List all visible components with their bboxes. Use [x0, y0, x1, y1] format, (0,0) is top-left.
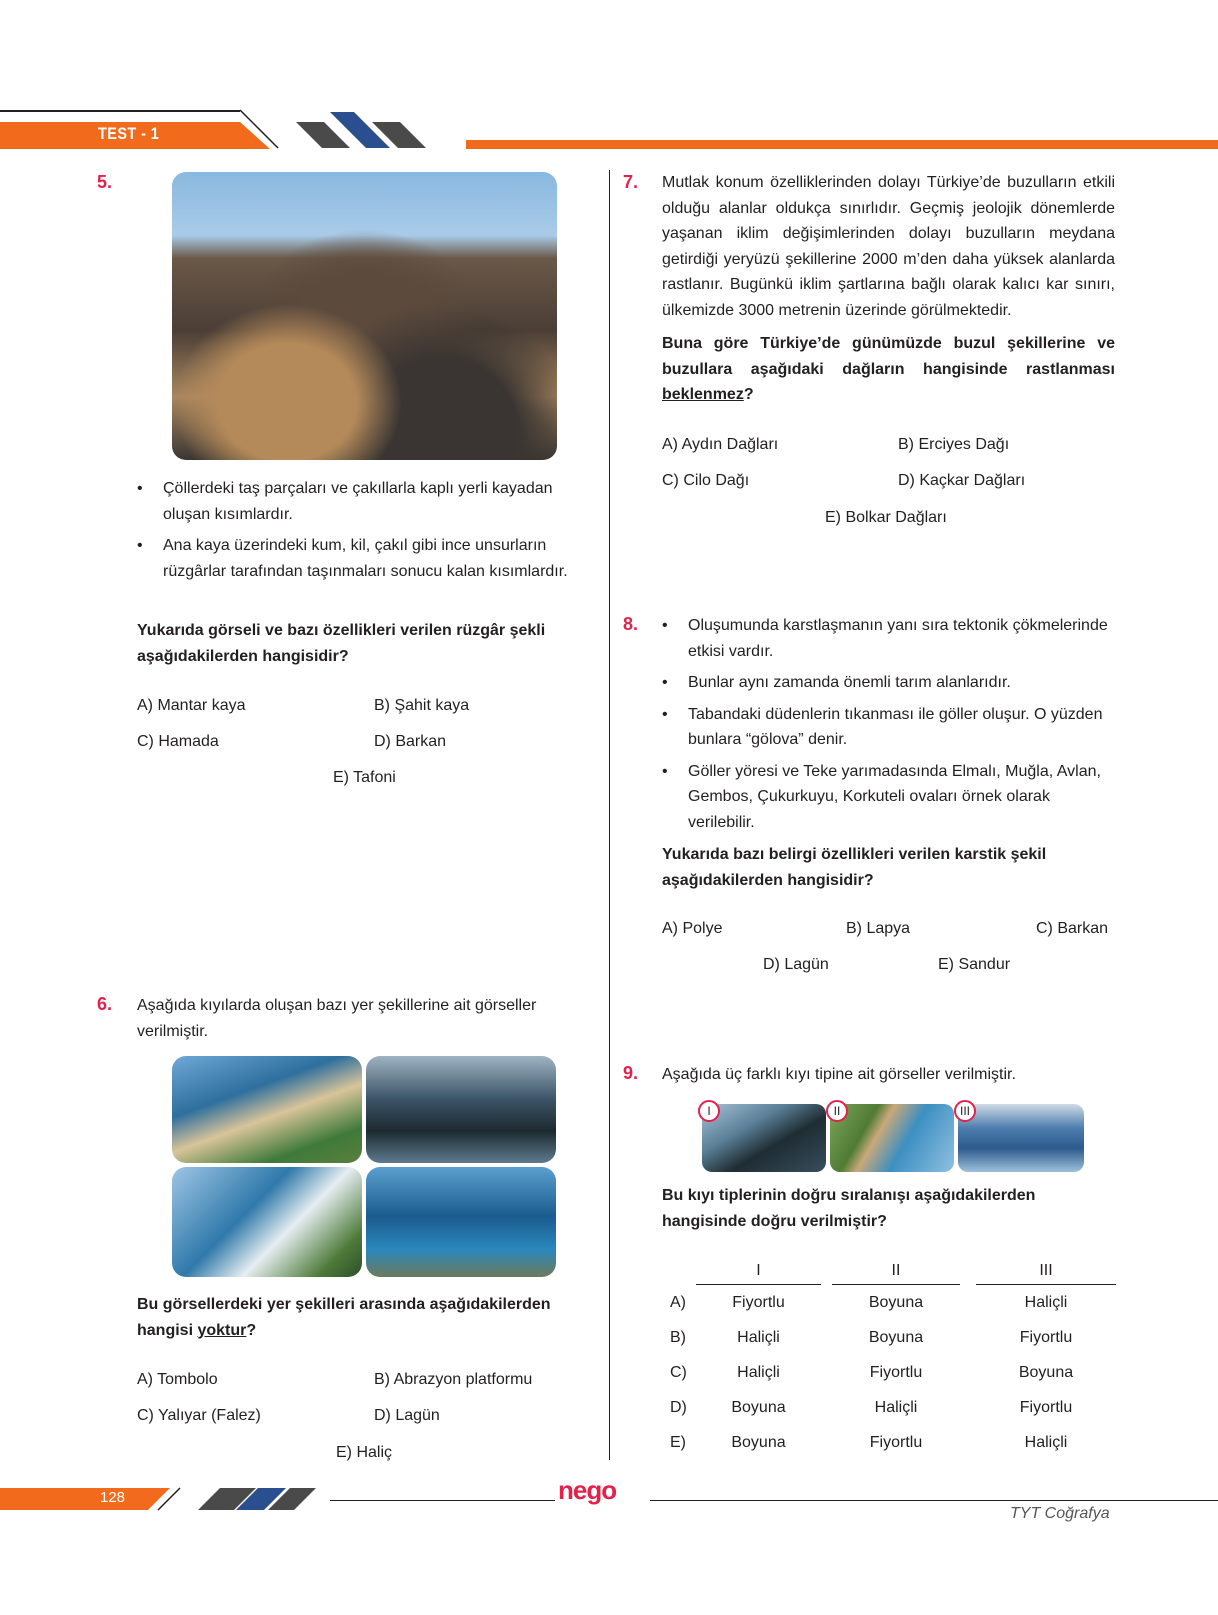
table-row[interactable] — [668, 1399, 1118, 1423]
header-underline — [976, 1284, 1116, 1285]
q7-body: Mutlak konum özelliklerinden dolayı Türkiye’de buzulların etkili olduğu alanlar oldukça sınırlıdır. Geçmiş jeolojik dönemlerde yaşanan iklim değişimlerinden dolayı buzulların meydana getirdiği yeryüzü şekillerine 2000 m’den daha yüksek alanlarda rastlanır. Bugünkü iklim şartlarına bağlı olarak kalıcı kar sınırı, ülkemizde 3000 metrenin üzerinde görülmektedir. — [662, 174, 1115, 319]
table-cell: Boyuna — [731, 1434, 786, 1451]
label-iii-badge: III — [954, 1100, 976, 1122]
option-c[interactable]: C) Yalıyar (Falez) — [137, 1407, 261, 1424]
option-a[interactable]: A) Tombolo — [137, 1371, 218, 1388]
table-cell: Boyuna — [868, 1294, 924, 1311]
publisher-logo: nego — [558, 1475, 617, 1505]
q9-intro: Aşağıda üç farklı kıyı tipine ait görseller verilmiştir. — [662, 1066, 1016, 1083]
bullet-item: • Göller yöresi ve Teke yarımadasında Elmalı, Muğla, Avlan, Gembos, Çukurkuyu, Korkuteli ovaları örnek olarak verilebilir. — [662, 759, 1115, 836]
q8-bullets — [662, 613, 1115, 841]
q7-question: Buna göre Türkiye’de günümüzde buzul şekillerine ve buzullara aşağıdaki dağların hangisinde rastlanması beklenmez? — [662, 335, 1115, 403]
option-d[interactable]: D) Lagün — [763, 956, 829, 973]
q5-bullets — [137, 476, 592, 590]
table-cell: Fiyortlu — [1019, 1399, 1073, 1416]
question-number: 5. — [97, 172, 113, 192]
option-e[interactable]: E) Tafoni — [333, 769, 396, 786]
option-c[interactable]: C) Hamada — [137, 733, 219, 750]
option-e[interactable]: E) Sandur — [938, 956, 1011, 973]
option-b[interactable]: B) Şahit kaya — [374, 697, 470, 714]
option-c[interactable]: C) Barkan — [1036, 920, 1109, 937]
column-divider — [609, 170, 610, 1460]
lagoon-photo — [366, 1167, 556, 1277]
header-underline — [696, 1284, 821, 1285]
page-number: 128 — [100, 1489, 126, 1506]
footer-orange-bar — [0, 1488, 170, 1510]
table-cell: Boyuna — [868, 1329, 924, 1346]
tombolo-photo — [172, 1056, 362, 1163]
row-label: E) — [670, 1434, 686, 1451]
table-row[interactable] — [668, 1294, 1118, 1318]
option-d[interactable]: D) Lagün — [374, 1407, 440, 1424]
table-cell: Haliçli — [874, 1399, 918, 1416]
table-header: II — [891, 1262, 901, 1279]
table-cell: Haliçli — [1024, 1294, 1068, 1311]
q6-intro: Aşağıda kıyılarda oluşan bazı yer şekillerine ait görseller verilmiştir. — [137, 997, 537, 1040]
coast-photo-ii — [830, 1104, 954, 1172]
header-rule — [0, 110, 240, 112]
table-cell: Haliçli — [737, 1364, 780, 1381]
table-cell: Fiyortlu — [732, 1294, 785, 1311]
bullet-item: • Bunlar aynı zamanda önemli tarım alanlarıdır. — [662, 670, 1115, 696]
bullet-item: • Ana kaya üzerindeki kum, kil, çakıl gibi ince unsurların rüzgârlar tarafından taşınmaları sonucu kalan kısımlardır. — [137, 533, 592, 584]
table-cell: Boyuna — [731, 1399, 786, 1416]
table-cell: Haliçli — [1024, 1434, 1068, 1451]
test-title: TEST - 1 — [98, 124, 160, 143]
table-cell: Boyuna — [1018, 1364, 1074, 1381]
question-number: 7. — [623, 172, 639, 192]
question-number: 6. — [97, 994, 113, 1014]
q8-question: Yukarıda bazı belirgi özellikleri verilen karstik şekil aşağıdakilerden hangisidir? — [662, 846, 1047, 889]
question-number: 8. — [623, 614, 639, 634]
option-d[interactable]: D) Kaçkar Dağları — [898, 472, 1026, 489]
question-number: 9. — [623, 1063, 639, 1083]
table-cell: Haliçli — [737, 1329, 780, 1346]
option-e[interactable]: E) Haliç — [336, 1444, 393, 1461]
coast-photo-iii — [958, 1104, 1084, 1172]
option-e[interactable]: E) Bolkar Dağları — [825, 509, 947, 526]
label-ii-badge: II — [826, 1100, 848, 1122]
subject-label: TYT Coğrafya — [1010, 1505, 1110, 1522]
table-row[interactable] — [668, 1434, 1118, 1458]
option-b[interactable]: B) Erciyes Dağı — [898, 436, 1010, 453]
cliff-photo — [172, 1167, 362, 1277]
table-row[interactable] — [668, 1364, 1118, 1388]
footer-rule-left — [330, 1500, 555, 1501]
footer-rule-right — [650, 1500, 1218, 1501]
q5-question: Yukarıda görseli ve bazı özellikleri verilen rüzgâr şekli aşağıdakilerden hangisidir? — [137, 622, 546, 665]
table-cell: Fiyortlu — [1019, 1329, 1073, 1346]
coast-photo-i — [702, 1104, 826, 1172]
option-d[interactable]: D) Barkan — [374, 733, 447, 750]
row-label: D) — [670, 1399, 687, 1416]
table-header: I — [756, 1262, 761, 1279]
row-label: C) — [670, 1364, 687, 1381]
footer-stripes-decoration — [150, 1484, 320, 1512]
bullet-item: • Tabandaki düdenlerin tıkanması ile göller oluşur. O yüzden bunlara “gölova” denir. — [662, 702, 1115, 753]
option-a[interactable]: A) Mantar kaya — [137, 697, 246, 714]
header-orange-rule-right — [466, 140, 1218, 149]
desert-photo — [172, 172, 557, 460]
coastal-photo-grid — [172, 1056, 556, 1304]
option-b[interactable]: B) Abrazyon platformu — [374, 1371, 533, 1388]
q6-question: Bu görsellerdeki yer şekilleri arasında aşağıdakilerden hangisi yoktur? — [137, 1296, 551, 1339]
q9-question: Bu kıyı tiplerinin doğru sıralanışı aşağıdakilerden hangisinde doğru verilmiştir? — [662, 1187, 1036, 1230]
spit-photo — [366, 1056, 556, 1163]
row-label: B) — [670, 1329, 686, 1346]
label-i-badge: I — [698, 1100, 720, 1122]
option-c[interactable]: C) Cilo Dağı — [662, 472, 750, 489]
header-stripes-decoration — [238, 108, 468, 152]
bullet-item: • Oluşumunda karstlaşmanın yanı sıra tektonik çökmelerinde etkisi vardır. — [662, 613, 1115, 664]
option-a[interactable]: A) Aydın Dağları — [662, 436, 779, 453]
option-b[interactable]: B) Lapya — [846, 920, 911, 937]
option-a[interactable]: A) Polye — [662, 920, 723, 937]
table-row[interactable] — [668, 1329, 1118, 1353]
table-cell: Fiyortlu — [869, 1434, 923, 1451]
table-cell: Fiyortlu — [869, 1364, 923, 1381]
bullet-item: • Çöllerdeki taş parçaları ve çakıllarla kaplı yerli kayadan oluşan kısımlardır. — [137, 476, 592, 527]
table-header: III — [1039, 1262, 1053, 1279]
row-label: A) — [670, 1294, 686, 1311]
header-underline — [832, 1284, 960, 1285]
